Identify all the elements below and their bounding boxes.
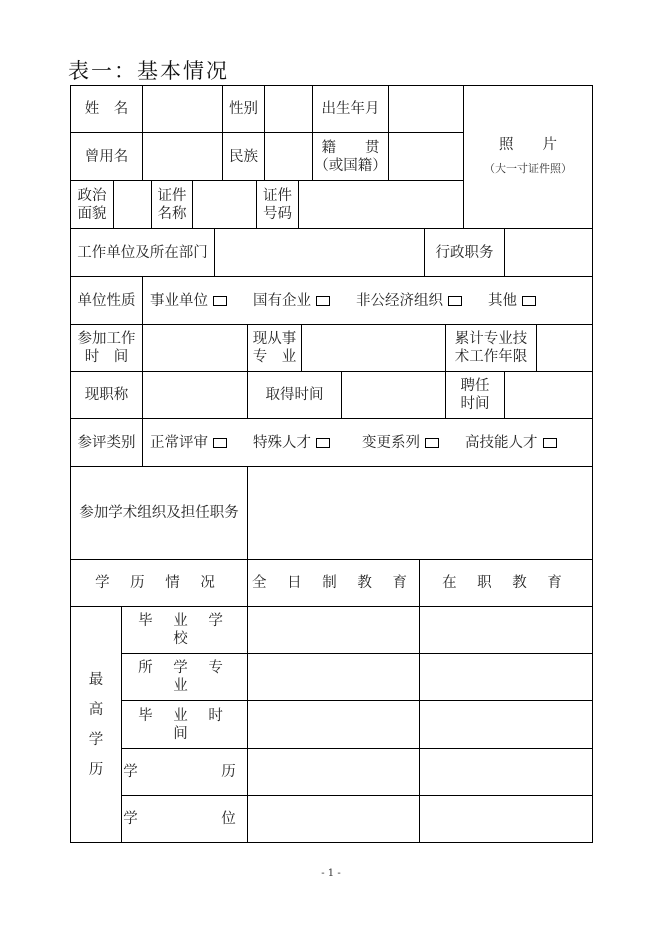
years-field[interactable] bbox=[536, 324, 593, 372]
work-start-text-1: 参加工作 bbox=[77, 331, 136, 347]
current-title-label bbox=[70, 371, 143, 419]
name-field[interactable] bbox=[142, 85, 223, 133]
major-label bbox=[121, 653, 248, 701]
graduate-school-label bbox=[121, 606, 248, 654]
degree-level-fulltime-field[interactable] bbox=[247, 748, 420, 796]
degree-level-label bbox=[121, 748, 248, 796]
work-unit-label-text: 工作单位及所在部门 bbox=[77, 244, 208, 261]
eval-type-label bbox=[70, 418, 143, 467]
id-number-text-2: 号码 bbox=[263, 205, 292, 222]
unit-type-label bbox=[70, 276, 143, 325]
current-major-text-1: 现从事 bbox=[252, 331, 297, 347]
current-major-field[interactable] bbox=[301, 324, 446, 372]
fulltime-header-text: 全 日 制 教 育 bbox=[252, 575, 415, 591]
years-text-2: 术工作年限 bbox=[454, 349, 528, 365]
form-title: 表一：基本情况 bbox=[68, 59, 229, 83]
eval-option-special-talent[interactable] bbox=[253, 434, 330, 452]
id-type-text-1: 证件 bbox=[157, 187, 187, 204]
checkbox-icon[interactable] bbox=[522, 296, 536, 306]
inservice-header-text: 在 职 教 育 bbox=[442, 575, 570, 591]
checkbox-icon[interactable] bbox=[316, 296, 330, 306]
fulltime-header bbox=[247, 559, 420, 607]
checkbox-icon[interactable] bbox=[425, 438, 439, 448]
major-inservice-field[interactable] bbox=[419, 653, 593, 701]
politics-text-2: 面貌 bbox=[77, 205, 107, 222]
item-text: 毕 业 学 校 bbox=[138, 613, 231, 647]
id-number-field[interactable] bbox=[298, 180, 464, 229]
birth-field[interactable] bbox=[388, 85, 464, 133]
group-char: 高 bbox=[88, 701, 104, 718]
eval-option-normal[interactable] bbox=[150, 434, 227, 452]
work-start-text-2: 时 间 bbox=[84, 349, 129, 365]
degree-fulltime-field[interactable] bbox=[247, 795, 420, 843]
group-char: 历 bbox=[88, 761, 104, 778]
current-major-label bbox=[247, 324, 302, 372]
option-text: 事业单位 bbox=[150, 292, 208, 309]
item-text: 学 历 bbox=[123, 764, 246, 780]
photo-note: （大一寸证件照） bbox=[484, 162, 572, 175]
ethnicity-label bbox=[222, 132, 265, 181]
native-place-label bbox=[312, 132, 389, 181]
degree-level-inservice-field[interactable] bbox=[419, 748, 593, 796]
current-major-text-2: 专 业 bbox=[252, 349, 297, 365]
option-text: 国有企业 bbox=[253, 292, 311, 309]
item-text: 学 位 bbox=[123, 811, 246, 827]
native-place-field[interactable] bbox=[388, 132, 464, 181]
degree-inservice-field[interactable] bbox=[419, 795, 593, 843]
major-fulltime-field[interactable] bbox=[247, 653, 420, 701]
native-place-text-2: （或国籍） bbox=[314, 157, 387, 174]
graduation-time-fulltime-field[interactable] bbox=[247, 700, 420, 749]
former-name-label bbox=[70, 132, 143, 181]
page-number: - 1 - bbox=[321, 868, 341, 879]
years-text-1: 累计专业技 bbox=[454, 331, 528, 347]
former-name-field[interactable] bbox=[142, 132, 223, 181]
unit-type-option-other[interactable] bbox=[488, 292, 536, 310]
highest-education-label bbox=[70, 606, 122, 843]
hire-time-text-2: 时间 bbox=[460, 396, 490, 412]
former-name-label-text: 曾用名 bbox=[84, 148, 129, 165]
unit-type-option-non-public[interactable] bbox=[356, 292, 462, 310]
name-label bbox=[70, 85, 143, 133]
option-text: 特殊人才 bbox=[253, 434, 311, 451]
id-type-label bbox=[151, 180, 193, 229]
hire-time-field[interactable] bbox=[504, 371, 593, 419]
group-char: 学 bbox=[88, 731, 104, 748]
graduate-school-fulltime-field[interactable] bbox=[247, 606, 420, 654]
id-type-field[interactable] bbox=[192, 180, 257, 229]
gender-field[interactable] bbox=[264, 85, 313, 133]
obtained-time-label bbox=[247, 371, 342, 419]
option-text: 变更系列 bbox=[362, 434, 420, 451]
unit-type-options bbox=[142, 276, 593, 325]
work-unit-label bbox=[70, 228, 215, 277]
degree-label bbox=[121, 795, 248, 843]
academic-org-label-text: 参加学术组织及担任职务 bbox=[79, 505, 239, 521]
eval-type-label-text: 参评类别 bbox=[77, 434, 136, 451]
birth-label bbox=[312, 85, 389, 133]
admin-post-label-text: 行政职务 bbox=[435, 244, 494, 261]
eval-type-options bbox=[142, 418, 593, 467]
id-number-text-1: 证件 bbox=[263, 187, 292, 204]
admin-post-label bbox=[424, 228, 505, 277]
birth-label-text: 出生年月 bbox=[321, 101, 380, 117]
graduate-school-inservice-field[interactable] bbox=[419, 606, 593, 654]
checkbox-icon[interactable] bbox=[316, 438, 330, 448]
years-label bbox=[445, 324, 537, 372]
education-header bbox=[70, 559, 248, 607]
id-number-label bbox=[256, 180, 299, 229]
unit-type-option-state-owned[interactable] bbox=[253, 292, 330, 310]
option-text: 正常评审 bbox=[150, 434, 208, 451]
inservice-header bbox=[419, 559, 593, 607]
education-header-text: 学 历 情 况 bbox=[95, 575, 223, 591]
photo-box[interactable] bbox=[463, 85, 593, 229]
option-text: 非公经济组织 bbox=[356, 292, 443, 309]
gender-label-text: 性别 bbox=[229, 101, 258, 117]
name-label-text: 姓 名 bbox=[84, 101, 129, 117]
ethnicity-field[interactable] bbox=[264, 132, 313, 181]
native-place-text-1: 籍 贯 bbox=[321, 139, 380, 156]
graduation-time-label bbox=[121, 700, 248, 749]
work-start-field[interactable] bbox=[142, 324, 248, 372]
politics-text-1: 政治 bbox=[77, 187, 107, 204]
academic-org-label bbox=[70, 466, 248, 560]
hire-time-text-1: 聘任 bbox=[460, 378, 490, 394]
checkbox-icon[interactable] bbox=[213, 296, 227, 306]
ethnicity-label-text: 民族 bbox=[229, 148, 258, 165]
admin-post-field[interactable] bbox=[504, 228, 593, 277]
unit-type-option-public-institution[interactable] bbox=[150, 292, 227, 310]
work-start-label bbox=[70, 324, 143, 372]
checkbox-icon[interactable] bbox=[448, 296, 462, 306]
group-char: 最 bbox=[88, 671, 104, 688]
graduation-time-inservice-field[interactable] bbox=[419, 700, 593, 749]
eval-option-change-series[interactable] bbox=[362, 434, 439, 452]
politics-label bbox=[70, 180, 114, 229]
eval-option-high-skill[interactable] bbox=[465, 434, 557, 452]
item-text: 所 学 专 业 bbox=[138, 660, 231, 694]
academic-org-field[interactable] bbox=[247, 466, 593, 560]
gender-label bbox=[222, 85, 265, 133]
current-title-label-text: 现职称 bbox=[84, 387, 129, 403]
hire-time-label bbox=[445, 371, 505, 419]
option-text: 其他 bbox=[488, 292, 517, 309]
checkbox-icon[interactable] bbox=[543, 438, 557, 448]
obtained-time-label-text: 取得时间 bbox=[265, 387, 324, 403]
item-text: 毕 业 时 间 bbox=[138, 707, 231, 742]
unit-type-label-text: 单位性质 bbox=[77, 292, 136, 309]
photo-label: 照 片 bbox=[499, 137, 557, 153]
politics-field[interactable] bbox=[113, 180, 152, 229]
checkbox-icon[interactable] bbox=[213, 438, 227, 448]
work-unit-field[interactable] bbox=[214, 228, 425, 277]
option-text: 高技能人才 bbox=[465, 434, 538, 451]
obtained-time-field[interactable] bbox=[341, 371, 446, 419]
id-type-text-2: 名称 bbox=[157, 205, 187, 222]
current-title-field[interactable] bbox=[142, 371, 248, 419]
